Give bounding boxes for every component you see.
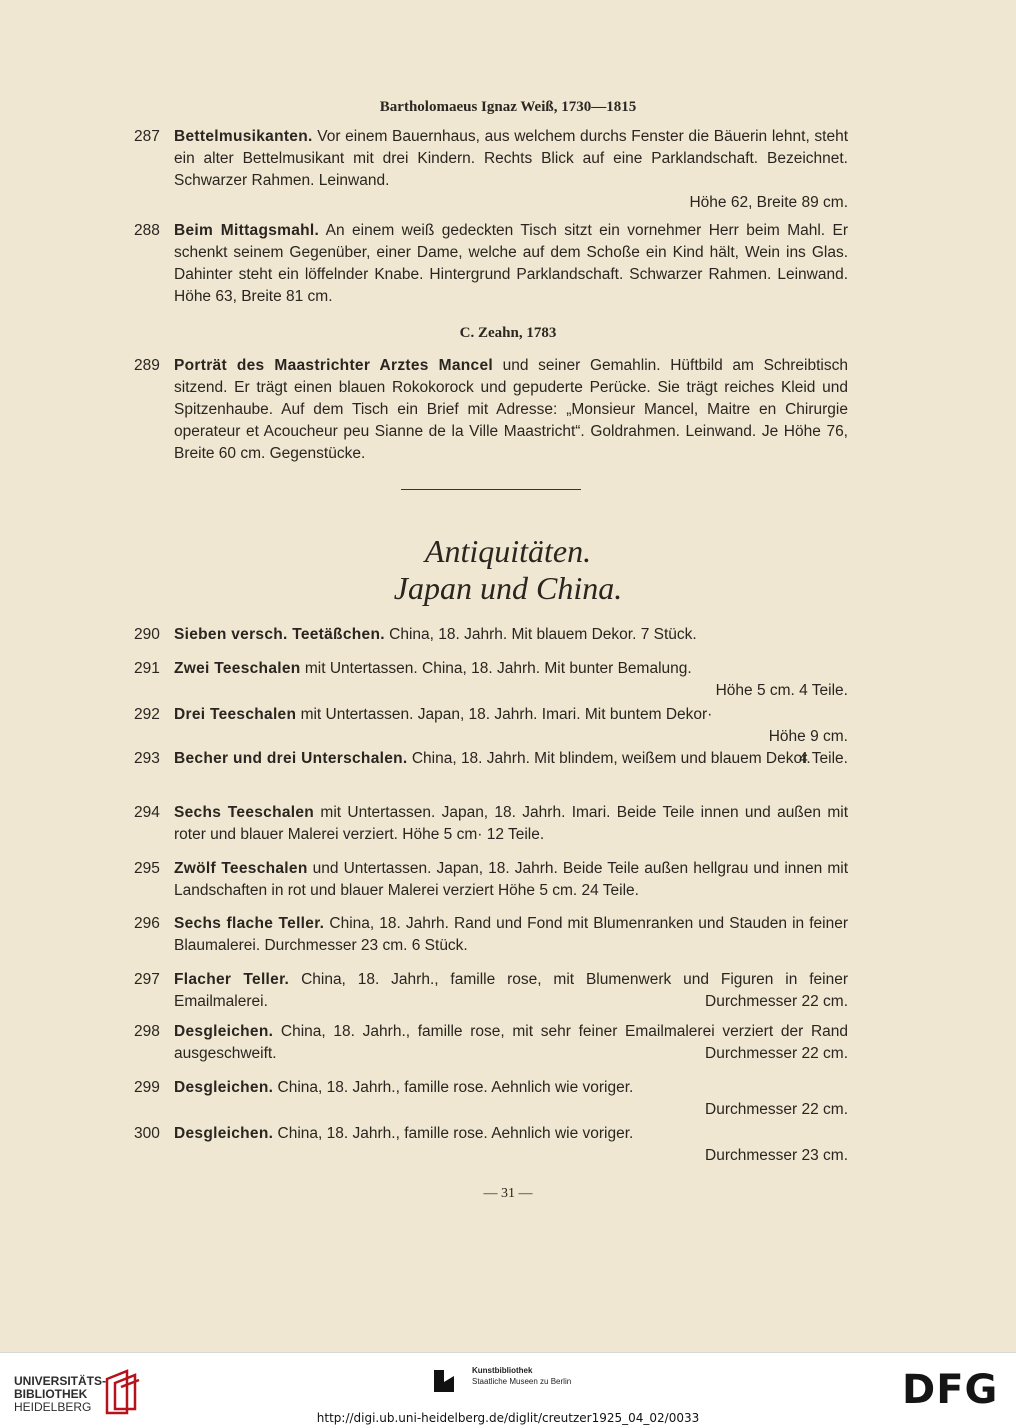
entry-text: mit Untertassen. China, 18. Jahrh. Mit bunter Bemalung.: [304, 660, 692, 677]
entry-title: Bettelmusikanten.: [174, 128, 313, 145]
entry-number: 290: [134, 626, 160, 643]
entry-measure: 4 Teile.: [799, 750, 848, 767]
entry-title: Zwei Teeschalen: [174, 660, 301, 677]
entry-text: und seiner Gemahlin. Hüftbild am Schreibtisch sitzend. Er trägt einen blauen Rokokorock und gepuderte Perücke. Sie trägt reiches Kleid und Spitzenhaube. Auf dem Tisch ein Brief mit Adresse: „Monsieur Mancel, Maitre en Chirurgie operateur et Acoucheur peu Sianne de la Ville Maastricht“. Goldrahmen. Leinwand. Je Höhe 76, Breite 60 cm. Gegenstücke.: [174, 357, 848, 462]
entry-number: 299: [134, 1079, 160, 1096]
entry-title: Drei Teeschalen: [174, 706, 297, 723]
entry-text: China, 18. Jahrh., famille rose. Aehnlich wie voriger.: [277, 1079, 634, 1096]
catalog-entry-290: [134, 624, 848, 646]
logo-line: UNIVERSITÄTS-: [14, 1374, 107, 1388]
entry-text: mit Untertassen. Japan, 18. Jahrh. Imari. Beide Teile innen und außen mit roter und blauer Malerei verziert. Höhe 5 cm· 12 Teile.: [174, 804, 848, 843]
university-library-logo[interactable]: [14, 1375, 106, 1414]
catalog-entry-289: [134, 355, 848, 465]
entry-text: und Untertassen. Japan, 18. Jahrh. Beide Teile außen hellgrau und innen mit Landschaften in rot und blauer Malerei verziert Höhe 5 cm. 24 Teile.: [174, 860, 848, 899]
entry-text: China, 18. Jahrh., famille rose. Aehnlich wie voriger.: [277, 1125, 634, 1142]
kb-line: Staatliche Museen zu Berlin: [472, 1377, 572, 1386]
logo-line: HEIDELBERG: [14, 1400, 92, 1414]
entry-text: China, 18. Jahrh., famille rose, mit Blumenwerk und Figuren in feiner Emailmalerei.: [174, 971, 848, 1010]
kunstbibliothek-logo-icon: [430, 1366, 464, 1396]
entry-measure: Höhe 5 cm. 4 Teile.: [715, 682, 848, 699]
entry-text: An einem weiß gedeckten Tisch sitzt ein vornehmer Herr beim Mahl. Er schenkt seinem Gegenüber, einer Dame, welche auf dem Schoße ein Kind hält, Wein ins Glas. Dahinter steht ein löffelnder Knabe. Hintergrund Parklandschaft. Schwarzer Rahmen. Leinwand. Höhe 63, Breite 81 cm.: [174, 222, 848, 305]
entry-number: 291: [134, 660, 160, 677]
entry-number: 295: [134, 860, 160, 877]
entry-title: Zwölf Teeschalen: [174, 860, 308, 877]
catalog-entry-299: [134, 1077, 848, 1121]
catalog-entry-293: [134, 748, 848, 770]
entry-text: Vor einem Bauernhaus, aus welchem durchs Fenster die Bäuerin lehnt, steht ein alter Bettelmusikant mit drei Kindern. Rechts Blick auf eine Parklandschaft. Bezeichnet. Schwarzer Rahmen. Leinwand.: [174, 128, 848, 189]
section-divider: [401, 489, 581, 490]
artist-heading-zeahn: C. Zeahn, 1783: [459, 325, 557, 341]
entry-number: 288: [134, 222, 160, 239]
catalog-entry-291: [134, 658, 848, 702]
section-subtitle: Japan und China.: [393, 570, 623, 606]
entry-number: 293: [134, 750, 160, 767]
entry-number: 294: [134, 804, 160, 821]
entry-number: 298: [134, 1023, 160, 1040]
entry-title: Flacher Teller.: [174, 971, 290, 988]
catalog-entry-287: [134, 126, 848, 214]
catalog-entry-288: [134, 220, 848, 308]
section-title: Antiquitäten.: [424, 533, 592, 569]
entry-measure: Höhe 9 cm.: [768, 728, 848, 745]
entry-number: 287: [134, 128, 160, 145]
entry-number: 296: [134, 915, 160, 932]
catalog-entry-295: [134, 858, 848, 902]
permalink-url[interactable]: http://digi.ub.uni-heidelberg.de/diglit/creutzer1925_04_02/0033: [316, 1411, 700, 1425]
kunstbibliothek-label[interactable]: [472, 1365, 571, 1387]
entry-text: China, 18. Jahrh., famille rose, mit sehr feiner Emailmalerei verziert der Rand ausgeschweift.: [174, 1023, 848, 1062]
entry-measure: Durchmesser 23 cm.: [705, 1147, 848, 1164]
entry-title: Desgleichen.: [174, 1125, 274, 1142]
university-emblem-icon: [103, 1369, 143, 1415]
logo-line: BIBLIOTHEK: [14, 1387, 88, 1401]
entry-title: Desgleichen.: [174, 1079, 274, 1096]
entry-title: Desgleichen.: [174, 1023, 274, 1040]
entry-text: mit Untertassen. Japan, 18. Jahrh. Imari. Mit buntem Dekor·: [300, 706, 713, 723]
catalog-entry-300: [134, 1123, 848, 1167]
library-footer: [0, 1352, 1016, 1428]
entry-title: Becher und drei Unterschalen.: [174, 750, 408, 767]
entry-number: 292: [134, 706, 160, 723]
entry-measure: Höhe 62, Breite 89 cm.: [689, 194, 848, 211]
entry-measure: Durchmesser 22 cm.: [705, 1101, 848, 1118]
page-number: — 31 —: [483, 1186, 533, 1201]
catalog-entry-294: [134, 802, 848, 846]
entry-measure: Durchmesser 22 cm.: [705, 1045, 848, 1062]
entry-title: Sieben versch. Teetäßchen.: [174, 626, 385, 643]
catalog-entry-296: [134, 913, 848, 957]
entry-number: 289: [134, 357, 160, 374]
entry-text: China, 18. Jahrh. Rand und Fond mit Blumenranken und Stauden in feiner Blaumalerei. Durchmesser 23 cm. 6 Stück.: [174, 915, 848, 954]
entry-text: China, 18. Jahrh. Mit blindem, weißem und blauem Dekor.: [411, 750, 811, 767]
catalog-entry-298: [134, 1021, 848, 1065]
catalog-entry-292: [134, 704, 848, 748]
entry-title: Sechs Teeschalen: [174, 804, 315, 821]
dfg-logo[interactable]: DFG: [902, 1367, 999, 1413]
artist-heading-weiss: Bartholomaeus Ignaz Weiß, 1730—1815: [379, 99, 637, 115]
kb-line: Kunstbibliothek: [472, 1366, 533, 1375]
entry-number: 300: [134, 1125, 160, 1142]
entry-measure: Durchmesser 22 cm.: [705, 993, 848, 1010]
entry-title: Sechs flache Teller.: [174, 915, 325, 932]
entry-title: Porträt des Maastrichter Arztes Mancel: [174, 357, 493, 374]
entry-text: China, 18. Jahrh. Mit blauem Dekor. 7 Stück.: [389, 626, 697, 643]
catalog-entry-297: [134, 969, 848, 1013]
entry-title: Beim Mittagsmahl.: [174, 222, 320, 239]
entry-number: 297: [134, 971, 160, 988]
